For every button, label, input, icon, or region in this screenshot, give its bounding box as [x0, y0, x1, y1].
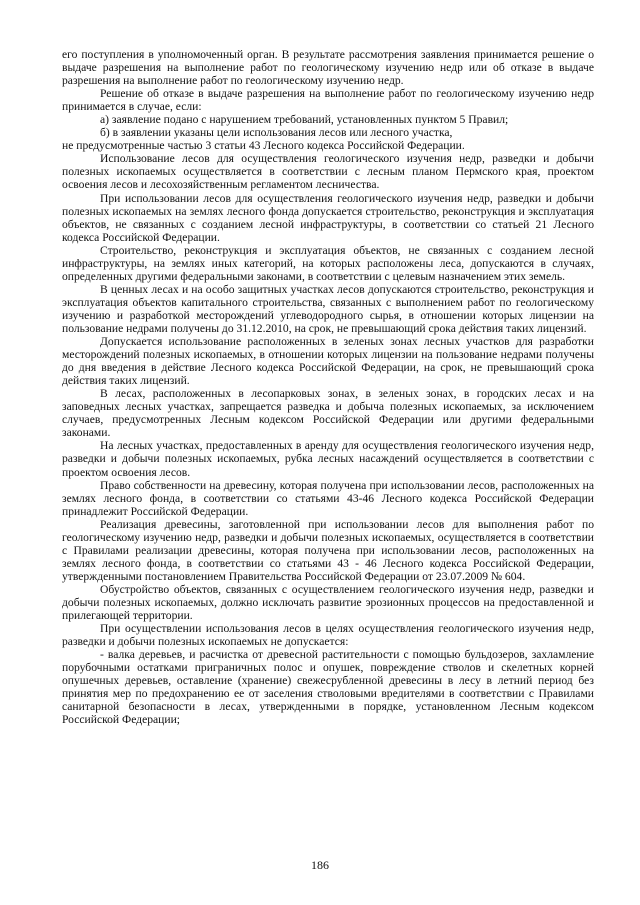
paragraph-3: а) заявление подано с нарушением требований, установленных пунктом 5 Правил; [100, 113, 509, 127]
paragraph-16: При осуществлении использования лесов в целях осуществления геологического изучения недр, разведки и добычи полезных ископаемых не допускается: [62, 622, 594, 649]
paragraph-7: При использовании лесов для осуществления геологического изучения недр, разведки и добычи полезных ископаемых на землях лесного фонда допускается строительство, реконструкция и эксплуатация объектов, не связанных с созданием лесной инфраструктуры, в соответствии со статьей 21 Лесного кодекса Российской Федерации. [62, 191, 594, 244]
paragraph-6: Использование лесов для осуществления геологического изучения недр, разведки и добычи полезных ископаемых осуществляется в соответствии с лесным планом Пермского края, проектом освоения лесов и лесохозяйственным регламентом лесничества. [62, 152, 594, 192]
paragraph-1: его поступления в уполномоченный орган. В результате рассмотрения заявления принимается решение о выдаче разрешения на выполнение работ по геологическому изучению недр или об отказе в выдаче разрешения на выполнение работ по геологическому изучению недр. [62, 48, 594, 88]
paragraph-15: Обустройство объектов, связанных с осуществлением геологического изучения недр, разведки и добычи полезных ископаемых, должно исключать развитие эрозионных процессов на предоставленной и прилегающей территории. [62, 582, 594, 623]
paragraph-5: не предусмотренные частью 3 статьи 43 Лесного кодекса Российской Федерации. [62, 139, 465, 153]
document-body [62, 48, 594, 726]
paragraph-14: Реализация древесины, заготовленной при использовании лесов для выполнения работ по геологическому изучению недр, разведки и добычи полезных ископаемых, осуществляется в соответствии с Правилами реализации древесины, которая получена при использовании лесов, расположенных на землях лесного фонда, в соответствии со статьями 43 - 46 Лесного кодекса Российской Федерации, утвержденными постановлением Правительства Российской Федерации от 23.07.2009 № 604. [62, 517, 594, 583]
paragraph-10: Допускается использование расположенных в зеленых зонах лесных участков для разработки месторождений полезных ископаемых, в отношении которых лицензии на пользование недрами получены до дня введения в действие Лесного кодекса Российской Федерации, на срок, не превышающий срока действия таких лицензий. [62, 335, 594, 388]
paragraph-4: б) в заявлении указаны цели использования лесов или лесного участка, [100, 126, 453, 140]
paragraph-2: Решение об отказе в выдаче разрешения на выполнение работ по геологическому изучению недр принимается в случае, если: [62, 87, 594, 114]
page-number: 186 [311, 858, 329, 872]
paragraph-9: В ценных лесах и на особо защитных участках лесов допускаются строительство, реконструкция и эксплуатация объектов капитального строительства, связанных с выполнением работ по геологическому изучению и разработкой месторождений углеводородного сырья, в отношении которых лицензии на пользование недрами получены до 31.12.2010, на срок, не превышающий срока действия таких лицензий. [62, 282, 594, 335]
paragraph-11: В лесах, расположенных в лесопарковых зонах, в зеленых зонах, в городских лесах и на заповедных лесных участках, запрещается разведка и добыча полезных ископаемых, за исключением случаев, предусмотренных Лесным кодексом Российской Федерации или другими федеральными законами. [62, 387, 594, 440]
paragraph-8: Строительство, реконструкция и эксплуатация объектов, не связанных с созданием лесной инфраструктуры, на землях иных категорий, на которых расположены леса, допускаются в случаях, определенных другими федеральными законами, в соответствии с целевым назначением этих земель. [62, 243, 594, 283]
paragraph-12: На лесных участках, предоставленных в аренду для осуществления геологического изучения недр, разведки и добычи полезных ископаемых, рубка лесных насаждений осуществляется в соответствии с проектом освоения лесов. [62, 439, 594, 479]
paragraph-13: Право собственности на древесину, которая получена при использовании лесов, расположенных на землях лесного фонда, в соответствии со статьями 43-46 Лесного кодекса Российской Федерации принадлежит Российской Федерации. [62, 478, 594, 518]
paragraph-17: - валка деревьев, и расчистка от древесной растительности с помощью бульдозеров, захламление порубочными остатками приграничных полос и опушек, повреждение стволов и скелетных корней опушечных деревьев, оставление (хранение) свежесрубленной древесины в лесу в летний период без принятия мер по предохранению ее от заселения стволовыми вредителями в соответствии с Правилами санитарной безопасности в лесах, утвержденными в порядке, установленном Лесным кодексом Российской Федерации; [62, 648, 594, 727]
